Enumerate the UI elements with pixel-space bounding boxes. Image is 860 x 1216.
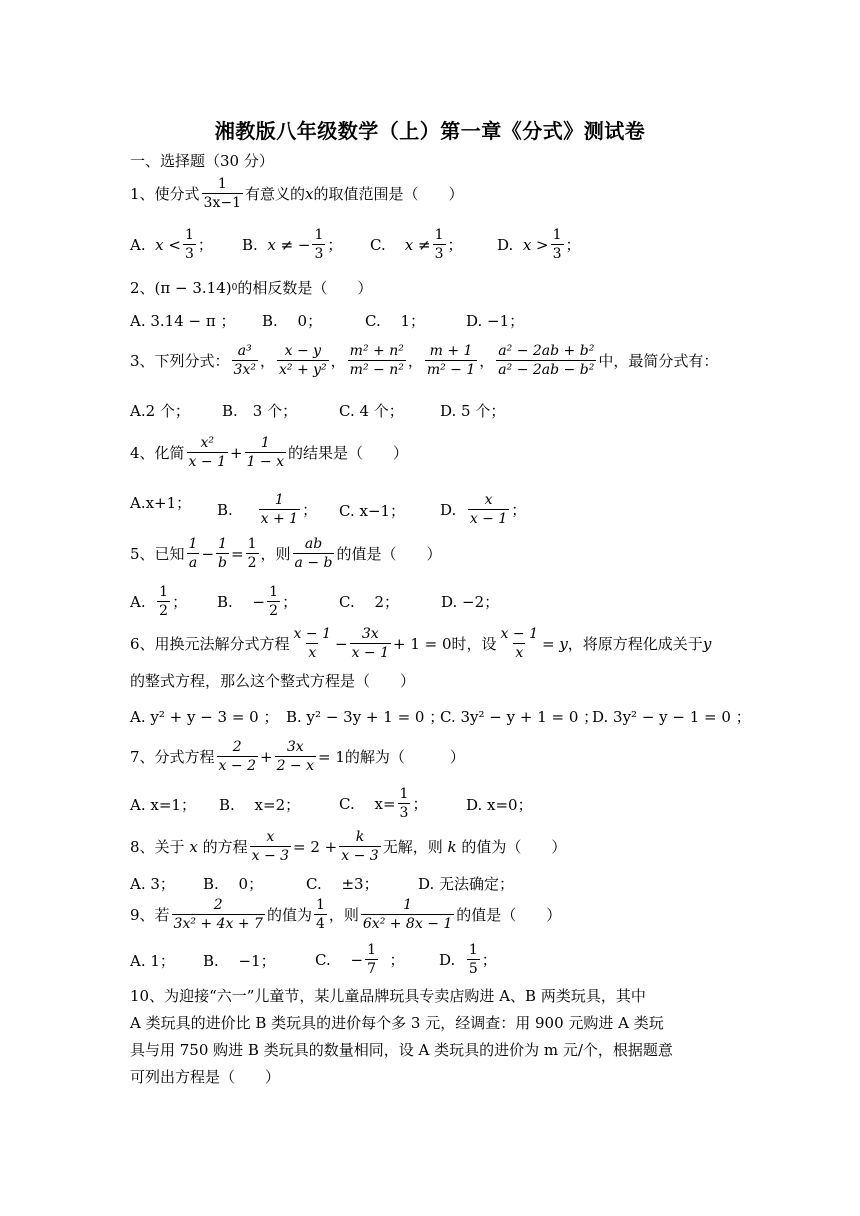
q2-option-b: B. 0； — [262, 312, 323, 330]
q5-option-b: B. − $\frac{1}{2}$ ； — [217, 584, 298, 620]
q8-option-c: C. ±3； — [306, 875, 379, 893]
q9-option-c: C. − $\frac{1}{7}$ ； — [315, 942, 405, 978]
q9-option-d: D. $\frac{1}{5}$ ； — [439, 942, 497, 978]
q1-option-b: B. x ≠ − $\frac{1}{3}$ ； — [242, 227, 343, 263]
q1-option-a: A. x < $\frac{1}{3}$ ； — [130, 227, 213, 263]
question-5: 5、已知 $\frac{1}{a}$ − $\frac{1}{b}$ = $\frac{1}{2}$ ，则 $\frac{ab}{a - b}$ 的值是（ ） — [130, 536, 442, 572]
q2-option-c: C. 1； — [365, 312, 426, 330]
q9-option-b: B. −1； — [203, 952, 276, 970]
exam-title: 湘教版八年级数学（上）第一章《分式》测试卷 — [214, 119, 646, 143]
question-1: 1、使分式 $\frac{1}{3x-1}$ 有意义的 x 的取值范围是（ ） — [130, 176, 464, 212]
q6-option-c: C. 3y² − y + 1 = 0 ； — [440, 708, 599, 726]
q1-option-c: C. x ≠ $\frac{1}{3}$ ； — [370, 227, 463, 263]
q7-option-b: B. x=2； — [219, 796, 301, 814]
question-10: 10、为迎接“六一”儿童节，某儿童品牌玩具专卖店购进 A、B 两类玩具，其中 A 类玩具的进价比 B 类玩具的进价每个多 3 元，经调查：用 900 元购进 A 类玩 具与用 750 购进 B 类玩具的数量相同，设 A 类玩具的进价为 m 元/个，根据题意 可列出方程是（ ） — [130, 987, 673, 1086]
q6-option-a: A. y² + y − 3 = 0 ； — [130, 708, 279, 726]
q3-option-b: B. 3 个； — [222, 402, 298, 420]
q6-option-b: B. y² − 3y + 1 = 0 ； — [286, 708, 445, 726]
q4-option-d: D. $\frac{x}{x - 1}$ ； — [440, 492, 527, 528]
q7-option-a: A. x=1； — [130, 796, 196, 814]
question-3: 3、下列分式： $\frac{\text{a³}}{\text{3x²}}$ ， $\frac{x - y}{\text{x² + y²}}$ ， $\frac{\text{m² + n²}}{\text{m² − n²}}$ ， $\frac{m + 1}{\text{m² − 1}}$ ， $\frac{\text{a² − 2ab + b²}}{\text{a² − 2ab − b²}}$ 中，最简分式有： — [130, 343, 719, 379]
q5-option-a: A. $\frac{1}{2}$ ； — [130, 584, 188, 620]
q3-option-c: C. 4 个； — [339, 402, 404, 420]
q8-option-b: B. 0； — [203, 875, 264, 893]
question-8: 8、关于 x 的方程 $\frac{x}{x - 3}$ = 2 + $\frac{k}{x - 3}$ 无解，则 k 的值为（ ） — [130, 829, 567, 865]
question-6-line-2: 的整式方程，那么这个整式方程是（ ） — [130, 672, 416, 690]
q3-option-d: D. 5 个； — [440, 402, 506, 420]
fraction: $\frac{1}{3x-1}$ — [203, 176, 241, 212]
q1-option-d: D. x > $\frac{1}{3}$ ； — [497, 227, 581, 263]
question-2: 2、 (π − 3.14) 0 的相反数是（ ） — [130, 278, 373, 297]
q9-option-a: A. 1； — [130, 952, 175, 970]
q5-option-d: D. −2； — [441, 593, 500, 611]
question-4: 4、化简 $\frac{\text{x²}}{x - 1}$ + $\frac{1}{1 - x}$ 的结果是（ ） — [130, 435, 409, 471]
q3-option-a: A.2 个； — [130, 402, 190, 420]
q8-option-d: D. 无法确定； — [418, 875, 515, 893]
question-9: 9、若 $\frac{2}{\text{3x² + 4x + 7}}$ 的值为 $\frac{1}{4}$ ，则 $\frac{1}{\text{6x² + 8x − 1}}$ 的值是（ ） — [130, 897, 562, 933]
q5-option-c: C. 2； — [339, 593, 400, 611]
q2-option-d: D. −1； — [466, 312, 525, 330]
q6-option-d: D. 3y² − y − 1 = 0 ； — [592, 708, 751, 726]
section-heading: 一、选择题（30 分） — [130, 152, 274, 170]
q7-option-d: D. x=0； — [466, 796, 533, 814]
question-6: 6、用换元法解分式方程 $\frac{x - 1}{x}$ − $\frac{3x}{x - 1}$ + 1 = 0 时，设 $\frac{x - 1}{x}$ = y ，将原方程化成关于 y — [130, 626, 712, 662]
q7-option-c: C. x= $\frac{1}{3}$ ； — [339, 786, 428, 822]
q4-option-c: C. x−1； — [339, 502, 406, 520]
q8-option-a: A. 3； — [130, 875, 175, 893]
q4-option-a: A.x+1； — [130, 494, 192, 512]
question-7: 7、分式方程 $\frac{2}{x - 2}$ + $\frac{3x}{2 - x}$ = 1 的解为（ ） — [130, 739, 465, 775]
q2-option-a: A. 3.14 − π ； — [130, 312, 236, 330]
q4-option-b: B. $\frac{1}{x + 1}$ ； — [217, 492, 318, 528]
